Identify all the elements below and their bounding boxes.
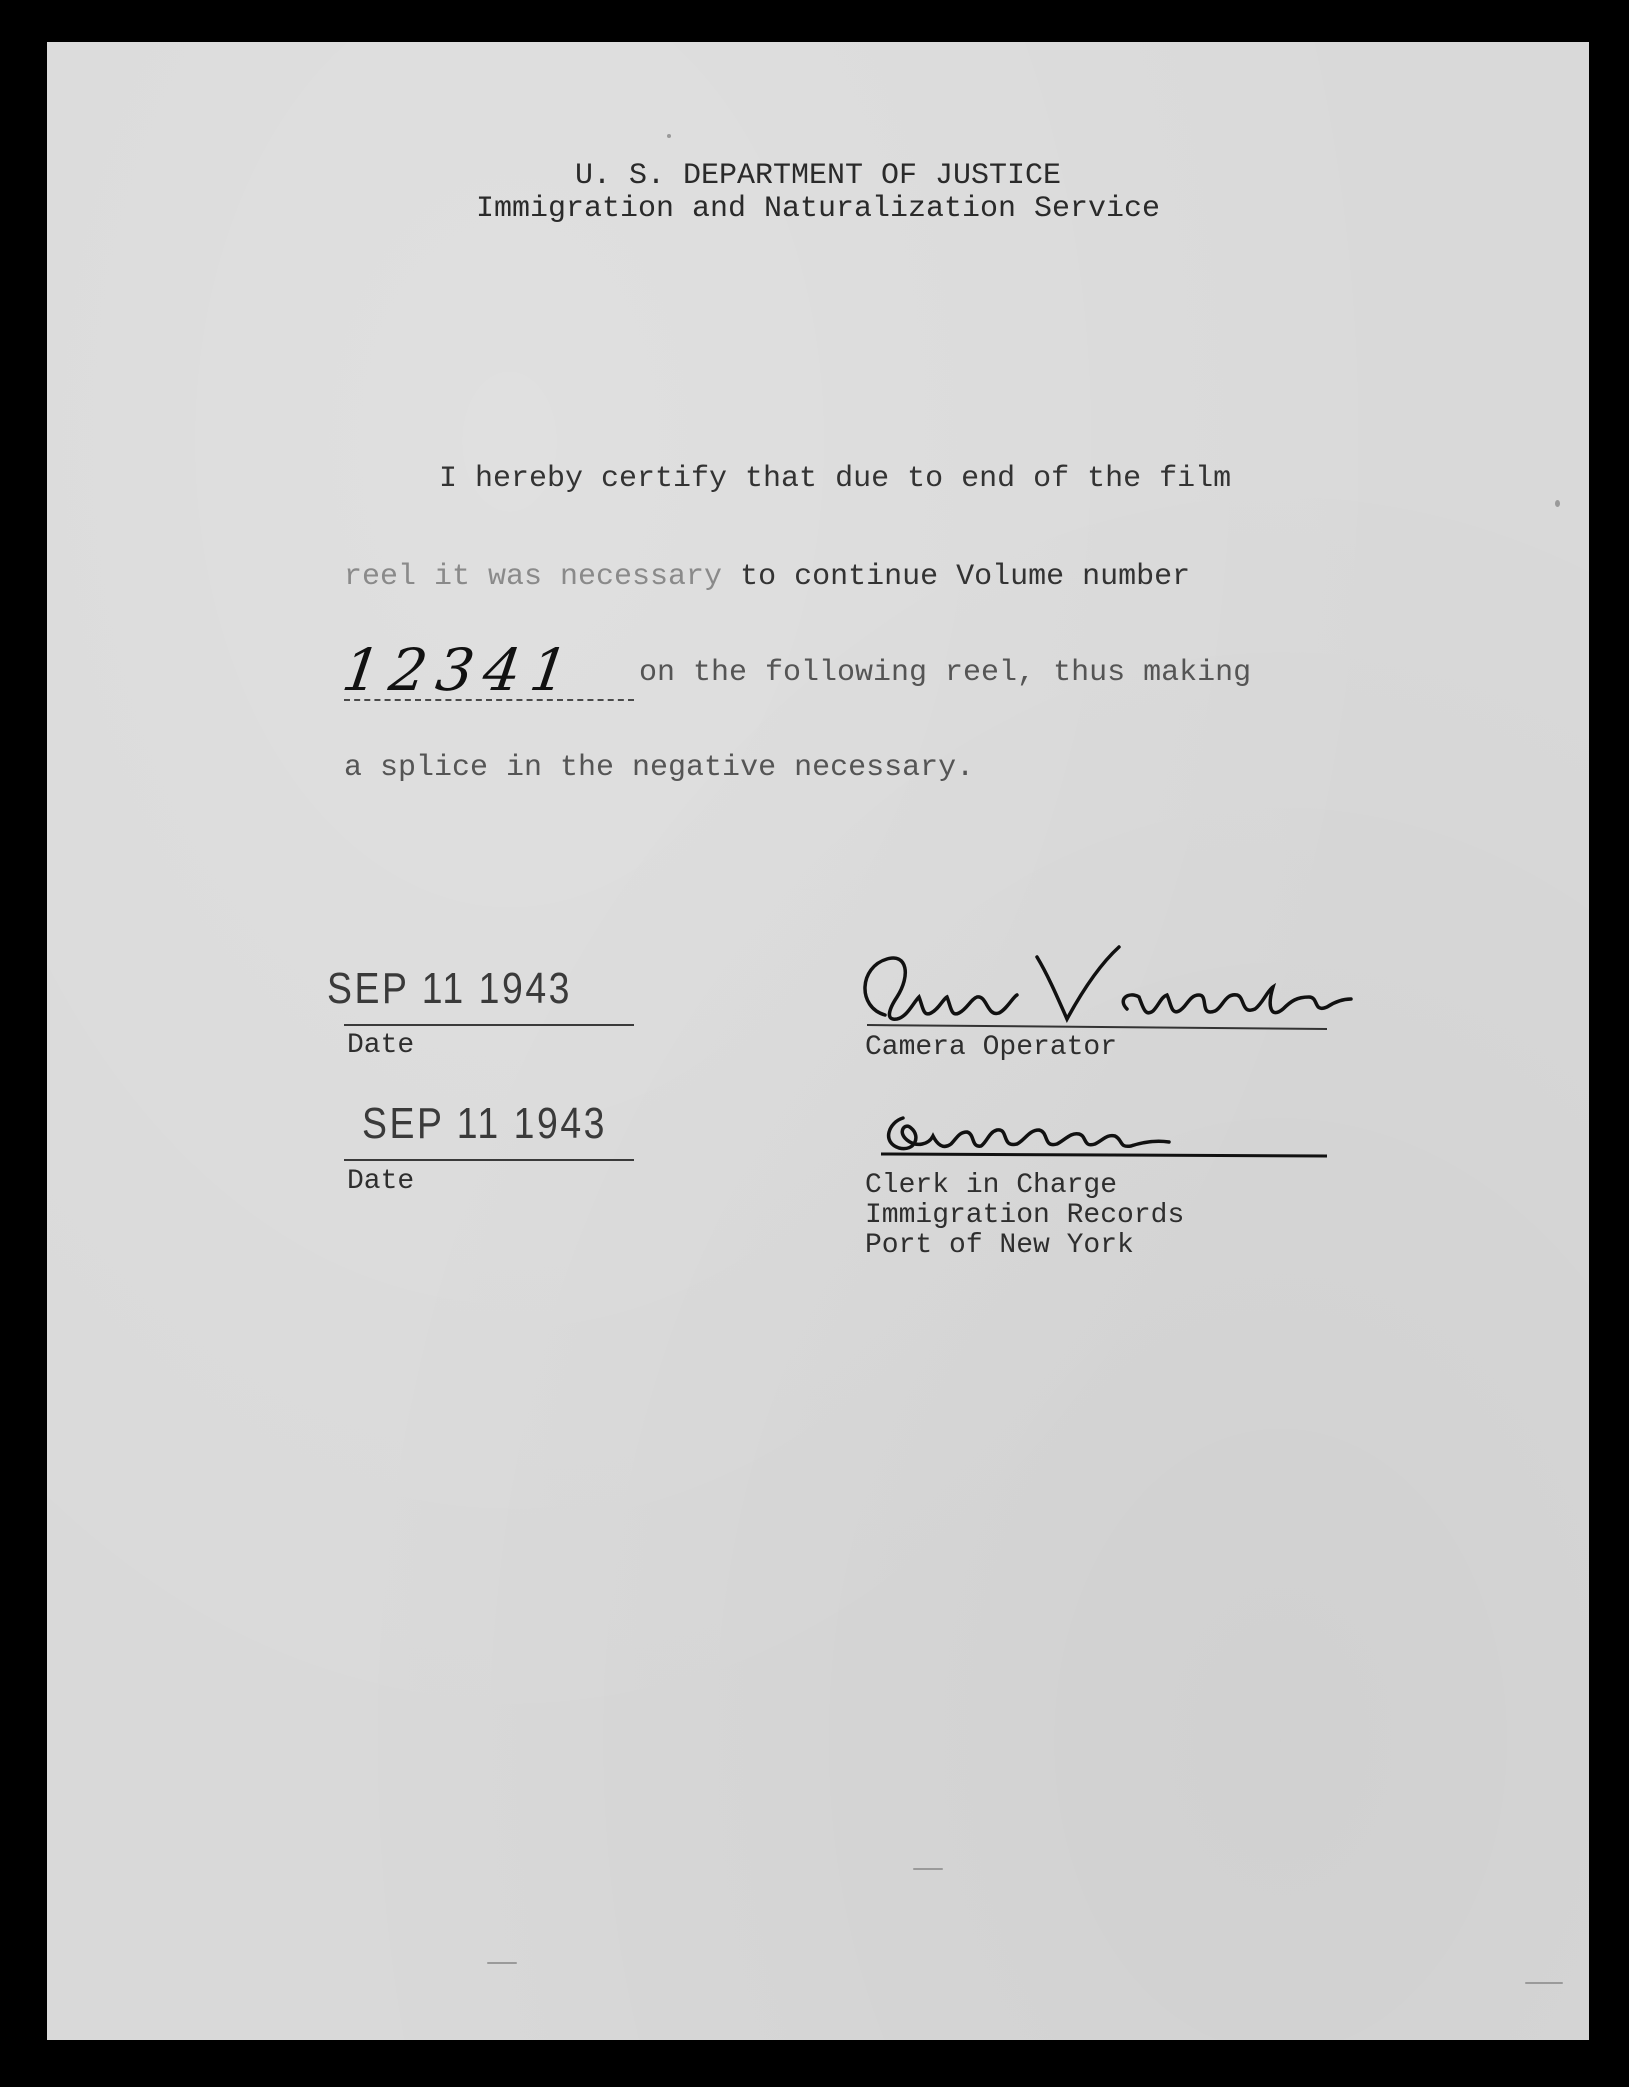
camera-operator-label: Camera Operator <box>865 1032 1118 1063</box>
volume-number-underline <box>344 699 634 701</box>
paper-speck <box>1555 500 1560 507</box>
clerk-label-2: Immigration Records <box>865 1200 1185 1231</box>
service-heading: Immigration and Naturalization Service <box>475 192 1161 226</box>
paper-speck <box>487 1962 517 1964</box>
certify-line-1: I hereby certify that due to end of the film <box>439 462 1232 496</box>
clerk-label-1: Clerk in Charge <box>865 1170 1118 1201</box>
certify-line-2-faded: reel it was necessary <box>344 560 723 594</box>
clerk-label-3: Port of New York <box>865 1230 1134 1261</box>
volume-number-handwritten: 12341 <box>338 636 583 704</box>
date-2-underline <box>344 1159 634 1161</box>
date-1-label: Date <box>347 1030 415 1061</box>
paper-speck <box>913 1868 943 1870</box>
document-page <box>47 42 1589 2040</box>
date-stamp-2: SEP 11 1943 <box>362 1099 608 1148</box>
certify-line-3: on the following reel, thus making <box>639 656 1252 690</box>
certify-line-4: a splice in the negative necessary. <box>344 751 975 785</box>
date-stamp-1: SEP 11 1943 <box>327 964 573 1013</box>
camera-operator-signature <box>827 937 1387 1037</box>
date-2-label: Date <box>347 1166 415 1197</box>
clerk-signature <box>859 1092 1339 1182</box>
department-heading: U. S. DEPARTMENT OF JUSTICE <box>574 159 1062 193</box>
paper-speck <box>667 134 671 138</box>
certify-line-2-rest: to continue Volume number <box>722 560 1191 594</box>
paper-speck <box>1525 1982 1563 1984</box>
certify-line-2 <box>344 560 1190 594</box>
date-1-underline <box>344 1024 634 1026</box>
